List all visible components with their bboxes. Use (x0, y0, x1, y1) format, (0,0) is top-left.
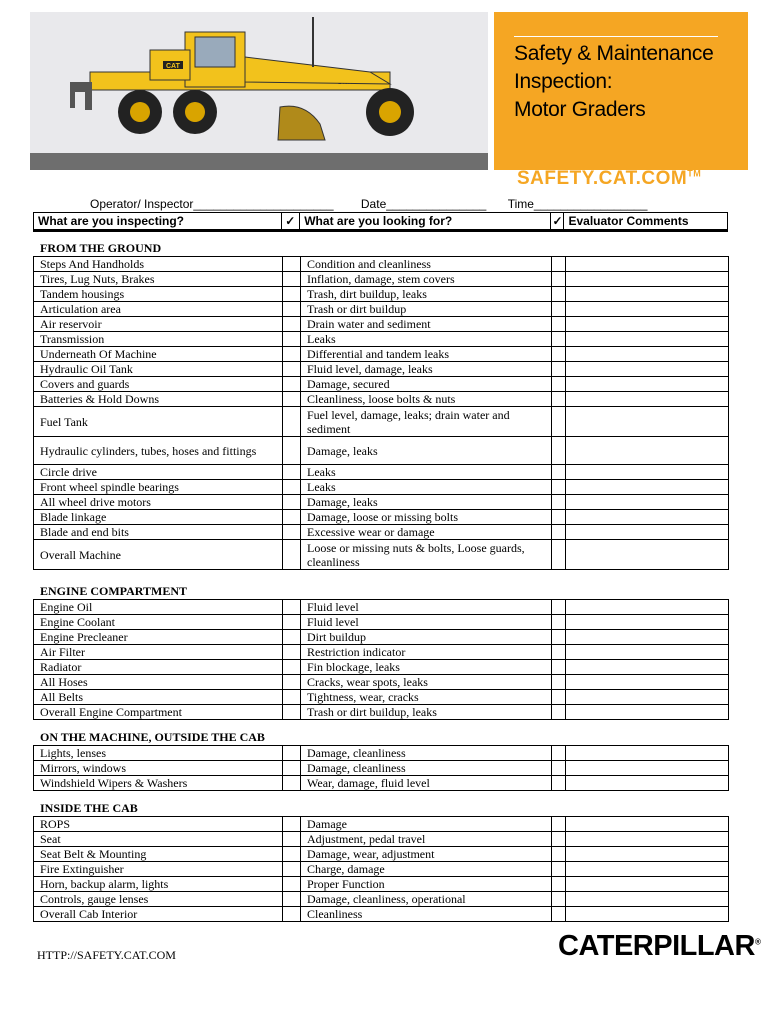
comment-cell[interactable] (566, 862, 729, 877)
caterpillar-logo-text: CATERPILLAR (558, 930, 755, 962)
check-box-1[interactable] (283, 907, 301, 922)
comment-cell[interactable] (566, 690, 729, 705)
check-box-1[interactable] (283, 332, 301, 347)
check-box-2[interactable] (552, 377, 566, 392)
check-box-2[interactable] (552, 615, 566, 630)
table-row (34, 817, 729, 832)
look-for-item: Dirt buildup (301, 630, 552, 645)
section-title: INSIDE THE CAB (40, 801, 138, 815)
table-row (34, 746, 729, 761)
inspect-item: Seat Belt & Mounting (34, 847, 283, 862)
table-row (34, 362, 729, 377)
comment-cell[interactable] (566, 272, 729, 287)
inspect-item: Tandem housings (34, 287, 283, 302)
look-for-item: Restriction indicator (301, 645, 552, 660)
check-box-2[interactable] (552, 690, 566, 705)
look-for-item: Condition and cleanliness (301, 257, 552, 272)
check-box-2[interactable] (552, 817, 566, 832)
check-box-2[interactable] (552, 347, 566, 362)
look-for-item: Cleanliness, loose bolts & nuts (301, 392, 552, 407)
check-box-1[interactable] (283, 615, 301, 630)
time-field[interactable]: Time_________________ (507, 197, 648, 211)
comment-cell[interactable] (566, 761, 729, 776)
check-box-1[interactable] (283, 746, 301, 761)
comment-cell[interactable] (566, 892, 729, 907)
inspect-item: Overall Machine (34, 540, 283, 570)
check-box-2[interactable] (552, 257, 566, 272)
check-box-2[interactable] (552, 272, 566, 287)
table-row (34, 495, 729, 510)
inspect-item: Seat (34, 832, 283, 847)
table-row (34, 832, 729, 847)
check-box-1[interactable] (283, 287, 301, 302)
check-box-2[interactable] (552, 907, 566, 922)
look-for-item: Fin blockage, leaks (301, 660, 552, 675)
table-row (34, 705, 729, 720)
inspect-item: Engine Precleaner (34, 630, 283, 645)
look-for-item: Loose or missing nuts & bolts, Loose guards, cleanliness (301, 540, 552, 570)
section (33, 800, 728, 922)
inspect-item: Windshield Wipers & Washers (34, 776, 283, 791)
check-box-1[interactable] (283, 817, 301, 832)
look-for-item: Damage, leaks (301, 495, 552, 510)
inspection-table (33, 599, 729, 720)
caterpillar-logo-mark: ® (754, 937, 761, 947)
inspect-item: Hydraulic cylinders, tubes, hoses and fittings (34, 437, 283, 465)
inspect-item: Controls, gauge lenses (34, 892, 283, 907)
table-row (34, 272, 729, 287)
inspect-item: Tires, Lug Nuts, Brakes (34, 272, 283, 287)
inspect-item: Overall Cab Interior (34, 907, 283, 922)
comment-cell[interactable] (566, 705, 729, 720)
table-row (34, 761, 729, 776)
check-box-2[interactable] (552, 862, 566, 877)
table-row (34, 847, 729, 862)
table-row (34, 540, 729, 570)
inspect-item: Blade and end bits (34, 525, 283, 540)
col-looking: What are you looking for? (300, 213, 550, 229)
inspection-table (33, 256, 729, 570)
comment-cell[interactable] (566, 660, 729, 675)
date-field[interactable]: Date_______________ (360, 197, 487, 211)
look-for-item: Fluid level (301, 600, 552, 615)
look-for-item: Damage, loose or missing bolts (301, 510, 552, 525)
check-box-2[interactable] (552, 832, 566, 847)
inspect-item: Blade linkage (34, 510, 283, 525)
check-box-1[interactable] (283, 540, 301, 570)
check-box-2[interactable] (552, 407, 566, 437)
check-box-2[interactable] (552, 645, 566, 660)
section (33, 583, 728, 720)
col-comments: Evaluator Comments (568, 214, 689, 228)
check-box-1[interactable] (283, 302, 301, 317)
check-box-1[interactable] (283, 832, 301, 847)
table-row (34, 600, 729, 615)
table-row (34, 302, 729, 317)
title-line-1: Safety & Maintenance (514, 42, 714, 65)
comment-cell[interactable] (566, 645, 729, 660)
inspect-item: Underneath Of Machine (34, 347, 283, 362)
inspect-item: Batteries & Hold Downs (34, 392, 283, 407)
check-box-1[interactable] (283, 645, 301, 660)
check-box-1[interactable] (283, 847, 301, 862)
look-for-item: Trash, dirt buildup, leaks (301, 287, 552, 302)
section (33, 729, 728, 791)
look-for-item: Drain water and sediment (301, 317, 552, 332)
check-box-2[interactable] (552, 746, 566, 761)
look-for-item: Excessive wear or damage (301, 525, 552, 540)
comment-cell[interactable] (566, 832, 729, 847)
look-for-item: Trash or dirt buildup (301, 302, 552, 317)
table-row (34, 257, 729, 272)
title-panel (494, 12, 748, 170)
check-box-2[interactable] (552, 776, 566, 791)
inspection-fields (90, 197, 651, 211)
look-for-item: Fluid level, damage, leaks (301, 362, 552, 377)
check-box-1[interactable] (283, 600, 301, 615)
inspection-table (33, 745, 729, 791)
inspect-item: Engine Coolant (34, 615, 283, 630)
table-row (34, 660, 729, 675)
comment-cell[interactable] (566, 510, 729, 525)
check-box-1[interactable] (283, 437, 301, 465)
section-title: FROM THE GROUND (40, 241, 162, 255)
table-row (34, 776, 729, 791)
look-for-item: Leaks (301, 332, 552, 347)
table-row (34, 645, 729, 660)
col-check-2: ✓ (552, 214, 563, 228)
table-row (34, 862, 729, 877)
check-box-2[interactable] (552, 287, 566, 302)
check-box-2[interactable] (552, 600, 566, 615)
check-box-2[interactable] (552, 847, 566, 862)
look-for-item: Cracks, wear spots, leaks (301, 675, 552, 690)
table-row (34, 407, 729, 437)
look-for-item: Damage, cleanliness (301, 761, 552, 776)
comment-cell[interactable] (566, 746, 729, 761)
title-line-2: Inspection: (514, 70, 613, 93)
comment-cell[interactable] (566, 776, 729, 791)
table-row (34, 377, 729, 392)
inspect-item: Circle drive (34, 465, 283, 480)
inspect-item: Engine Oil (34, 600, 283, 615)
cat-badge-text: CAT (166, 63, 180, 70)
check-box-2[interactable] (552, 495, 566, 510)
inspect-item: Air reservoir (34, 317, 283, 332)
comment-cell[interactable] (566, 392, 729, 407)
table-row (34, 525, 729, 540)
check-box-2[interactable] (552, 437, 566, 465)
operator-field[interactable]: Operator/ Inspector_____________________ (90, 197, 334, 211)
safety-site-logo (517, 168, 701, 190)
check-box-2[interactable] (552, 332, 566, 347)
column-header (33, 212, 728, 230)
inspect-item: Mirrors, windows (34, 761, 283, 776)
caterpillar-logo (558, 930, 760, 963)
table-row (34, 877, 729, 892)
inspect-item: Fuel Tank (34, 407, 283, 437)
look-for-item: Trash or dirt buildup, leaks (301, 705, 552, 720)
inspect-item: Transmission (34, 332, 283, 347)
comment-cell[interactable] (566, 495, 729, 510)
check-box-2[interactable] (552, 877, 566, 892)
comment-cell[interactable] (566, 817, 729, 832)
look-for-item: Tightness, wear, cracks (301, 690, 552, 705)
check-box-1[interactable] (283, 630, 301, 645)
check-box-2[interactable] (552, 525, 566, 540)
look-for-item: Cleanliness (301, 907, 552, 922)
check-box-1[interactable] (283, 377, 301, 392)
look-for-item: Damage, cleanliness, operational (301, 892, 552, 907)
table-row (34, 437, 729, 465)
look-for-item: Leaks (301, 465, 552, 480)
title-line-3: Motor Graders (514, 98, 646, 121)
check-box-2[interactable] (552, 510, 566, 525)
check-box-1[interactable] (283, 392, 301, 407)
comment-cell[interactable] (566, 600, 729, 615)
section-title: ON THE MACHINE, OUTSIDE THE CAB (40, 730, 265, 744)
comment-cell[interactable] (566, 847, 729, 862)
check-box-2[interactable] (552, 317, 566, 332)
check-box-2[interactable] (552, 675, 566, 690)
check-box-2[interactable] (552, 705, 566, 720)
look-for-item: Damage, wear, adjustment (301, 847, 552, 862)
inspect-item: Articulation area (34, 302, 283, 317)
inspect-item: Fire Extinguisher (34, 862, 283, 877)
look-for-item: Damage, secured (301, 377, 552, 392)
table-row (34, 675, 729, 690)
motor-grader-illustration (30, 12, 488, 154)
comment-cell[interactable] (566, 615, 729, 630)
check-box-2[interactable] (552, 465, 566, 480)
inspection-table (33, 816, 729, 922)
look-for-item: Damage, leaks (301, 437, 552, 465)
check-box-1[interactable] (283, 480, 301, 495)
inspect-item: Radiator (34, 660, 283, 675)
look-for-item: Proper Function (301, 877, 552, 892)
comment-cell[interactable] (566, 630, 729, 645)
check-box-1[interactable] (283, 257, 301, 272)
comment-cell[interactable] (566, 287, 729, 302)
table-row (34, 892, 729, 907)
comment-cell[interactable] (566, 540, 729, 570)
check-box-1[interactable] (283, 690, 301, 705)
comment-cell[interactable] (566, 675, 729, 690)
look-for-item: Inflation, damage, stem covers (301, 272, 552, 287)
table-row (34, 287, 729, 302)
table-row (34, 347, 729, 362)
check-box-1[interactable] (283, 465, 301, 480)
check-box-1[interactable] (283, 705, 301, 720)
comment-cell[interactable] (566, 877, 729, 892)
check-box-1[interactable] (283, 862, 301, 877)
check-box-1[interactable] (283, 347, 301, 362)
comment-cell[interactable] (566, 480, 729, 495)
col-inspecting: What are you inspecting? (34, 213, 282, 229)
inspect-item: Lights, lenses (34, 746, 283, 761)
check-box-2[interactable] (552, 480, 566, 495)
check-box-1[interactable] (283, 660, 301, 675)
comment-cell[interactable] (566, 907, 729, 922)
check-box-1[interactable] (283, 776, 301, 791)
col-check-1: ✓ (282, 213, 300, 229)
table-row (34, 630, 729, 645)
inspect-item: All wheel drive motors (34, 495, 283, 510)
check-box-2[interactable] (552, 892, 566, 907)
check-box-1[interactable] (283, 877, 301, 892)
table-row (34, 332, 729, 347)
comment-cell[interactable] (566, 347, 729, 362)
section (33, 240, 728, 570)
footer-url[interactable]: HTTP://SAFETY.CAT.COM (37, 948, 176, 962)
look-for-item: Leaks (301, 480, 552, 495)
comment-cell[interactable] (566, 525, 729, 540)
check-box-1[interactable] (283, 407, 301, 437)
site-logo-text: SAFETY.CAT.COM (517, 168, 688, 189)
check-box-1[interactable] (283, 362, 301, 377)
check-box-1[interactable] (283, 495, 301, 510)
inspect-item: Air Filter (34, 645, 283, 660)
look-for-item: Differential and tandem leaks (301, 347, 552, 362)
table-row (34, 465, 729, 480)
table-row (34, 480, 729, 495)
inspect-item: Overall Engine Compartment (34, 705, 283, 720)
table-row (34, 690, 729, 705)
check-box-2[interactable] (552, 540, 566, 570)
table-row (34, 615, 729, 630)
hero-image (30, 12, 488, 170)
table-row (34, 907, 729, 922)
check-box-1[interactable] (283, 272, 301, 287)
look-for-item: Damage (301, 817, 552, 832)
look-for-item: Fuel level, damage, leaks; drain water and sediment (301, 407, 552, 437)
check-box-2[interactable] (552, 660, 566, 675)
look-for-item: Adjustment, pedal travel (301, 832, 552, 847)
comment-cell[interactable] (566, 257, 729, 272)
comment-cell[interactable] (566, 407, 729, 437)
inspect-item: Hydraulic Oil Tank (34, 362, 283, 377)
comment-cell[interactable] (566, 437, 729, 465)
check-box-2[interactable] (552, 630, 566, 645)
inspect-item: All Hoses (34, 675, 283, 690)
comment-cell[interactable] (566, 302, 729, 317)
table-row (34, 317, 729, 332)
check-box-2[interactable] (552, 302, 566, 317)
title-rule (514, 36, 718, 37)
page-title (514, 40, 713, 124)
table-row (34, 510, 729, 525)
inspect-item: Covers and guards (34, 377, 283, 392)
comment-cell[interactable] (566, 332, 729, 347)
check-box-2[interactable] (552, 392, 566, 407)
site-logo-tm: TM (687, 168, 702, 179)
inspect-item: Steps And Handholds (34, 257, 283, 272)
look-for-item: Damage, cleanliness (301, 746, 552, 761)
look-for-item: Wear, damage, fluid level (301, 776, 552, 791)
check-box-1[interactable] (283, 892, 301, 907)
comment-cell[interactable] (566, 362, 729, 377)
check-box-1[interactable] (283, 525, 301, 540)
inspect-item: Front wheel spindle bearings (34, 480, 283, 495)
table-row (34, 392, 729, 407)
check-box-2[interactable] (552, 362, 566, 377)
comment-cell[interactable] (566, 465, 729, 480)
header-divider (33, 229, 728, 232)
comment-cell[interactable] (566, 377, 729, 392)
inspect-item: Horn, backup alarm, lights (34, 877, 283, 892)
inspect-item: ROPS (34, 817, 283, 832)
look-for-item: Charge, damage (301, 862, 552, 877)
check-box-2[interactable] (552, 761, 566, 776)
check-box-1[interactable] (283, 761, 301, 776)
section-title: ENGINE COMPARTMENT (40, 584, 188, 598)
look-for-item: Fluid level (301, 615, 552, 630)
inspect-item: All Belts (34, 690, 283, 705)
hero-bar (30, 153, 488, 170)
comment-cell[interactable] (566, 317, 729, 332)
check-box-1[interactable] (283, 317, 301, 332)
check-box-1[interactable] (283, 510, 301, 525)
check-box-1[interactable] (283, 675, 301, 690)
